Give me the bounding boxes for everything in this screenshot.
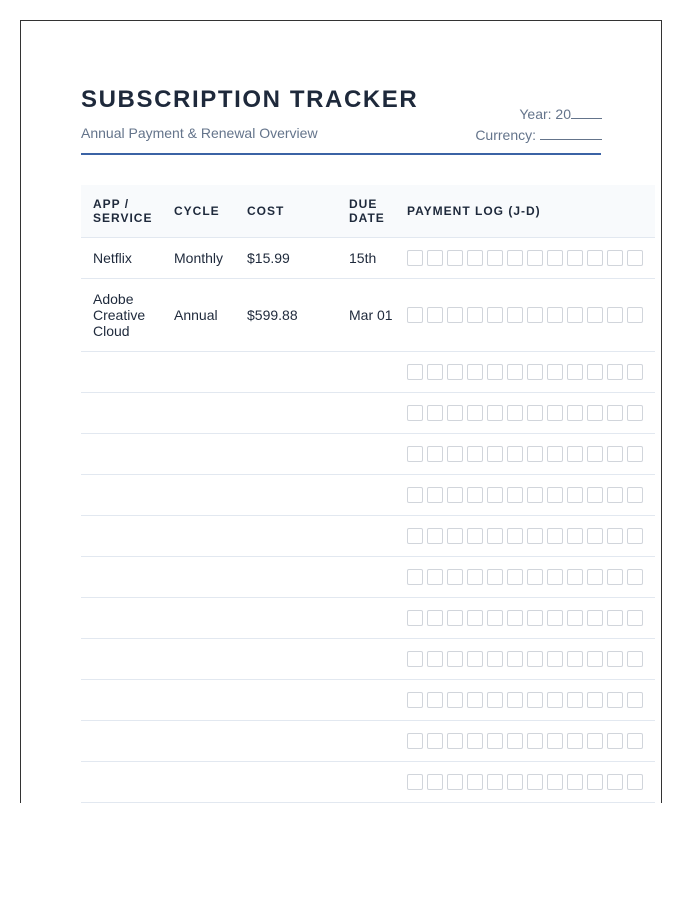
cell-due[interactable]	[337, 639, 395, 680]
payment-checkbox[interactable]	[587, 692, 603, 708]
cell-app[interactable]	[81, 434, 162, 475]
payment-checkbox[interactable]	[527, 446, 543, 462]
cell-due[interactable]	[337, 516, 395, 557]
payment-checkbox[interactable]	[607, 405, 623, 421]
payment-checkbox[interactable]	[627, 307, 643, 323]
payment-checkbox[interactable]	[507, 774, 523, 790]
payment-checkbox[interactable]	[527, 307, 543, 323]
payment-checkbox[interactable]	[627, 651, 643, 667]
table-row	[81, 238, 655, 279]
payment-checkbox[interactable]	[447, 569, 463, 585]
payment-checkbox[interactable]	[507, 250, 523, 266]
document-page	[20, 20, 662, 803]
cell-payment-log	[395, 279, 655, 352]
table-row	[81, 434, 655, 475]
table-body	[81, 238, 655, 803]
payment-checkbox[interactable]	[467, 250, 483, 266]
payment-checkbox[interactable]	[527, 364, 543, 380]
payment-checkbox[interactable]	[507, 364, 523, 380]
payment-log-checkboxes	[407, 733, 655, 749]
cell-payment-log	[395, 598, 655, 639]
payment-checkbox[interactable]	[427, 610, 443, 626]
table-row	[81, 680, 655, 721]
payment-checkbox[interactable]	[507, 307, 523, 323]
payment-checkbox[interactable]	[547, 405, 563, 421]
payment-checkbox[interactable]	[427, 446, 443, 462]
cell-due[interactable]	[337, 762, 395, 803]
payment-checkbox[interactable]	[507, 528, 523, 544]
cell-cost[interactable]: $599.88	[235, 279, 337, 352]
payment-log-checkboxes	[407, 528, 655, 544]
cell-app[interactable]	[81, 475, 162, 516]
cell-cycle[interactable]: Annual	[162, 279, 235, 352]
payment-checkbox[interactable]	[427, 692, 443, 708]
payment-log-checkboxes	[407, 774, 655, 790]
payment-checkbox[interactable]	[487, 692, 503, 708]
column-header-cost: COST	[235, 185, 337, 238]
payment-checkbox[interactable]	[467, 307, 483, 323]
cell-app[interactable]: Adobe Creative Cloud	[81, 279, 162, 352]
cell-app[interactable]	[81, 352, 162, 393]
cell-app[interactable]	[81, 598, 162, 639]
payment-checkbox[interactable]	[527, 405, 543, 421]
payment-checkbox[interactable]	[487, 405, 503, 421]
payment-checkbox[interactable]	[607, 774, 623, 790]
cell-payment-log	[395, 721, 655, 762]
cell-cycle[interactable]	[162, 721, 235, 762]
payment-checkbox[interactable]	[607, 250, 623, 266]
payment-checkbox[interactable]	[467, 364, 483, 380]
payment-checkbox[interactable]	[447, 528, 463, 544]
cell-cycle[interactable]	[162, 434, 235, 475]
payment-checkbox[interactable]	[527, 610, 543, 626]
cell-due[interactable]	[337, 393, 395, 434]
cell-cost[interactable]	[235, 393, 337, 434]
cell-payment-log	[395, 680, 655, 721]
payment-checkbox[interactable]	[487, 528, 503, 544]
payment-checkbox[interactable]	[407, 774, 423, 790]
payment-checkbox[interactable]	[587, 364, 603, 380]
cell-app[interactable]: Netflix	[81, 238, 162, 279]
payment-checkbox[interactable]	[447, 733, 463, 749]
payment-checkbox[interactable]	[627, 487, 643, 503]
payment-checkbox[interactable]	[487, 250, 503, 266]
payment-checkbox[interactable]	[567, 651, 583, 667]
payment-log-checkboxes	[407, 307, 655, 323]
year-field[interactable]	[475, 104, 602, 125]
payment-checkbox[interactable]	[407, 364, 423, 380]
payment-checkbox[interactable]	[407, 569, 423, 585]
cell-cost[interactable]	[235, 516, 337, 557]
payment-checkbox[interactable]	[447, 364, 463, 380]
cell-cycle[interactable]	[162, 680, 235, 721]
cell-cycle[interactable]	[162, 762, 235, 803]
cell-cycle[interactable]	[162, 475, 235, 516]
currency-blank[interactable]	[540, 127, 602, 140]
payment-log-checkboxes	[407, 610, 655, 626]
cell-cost[interactable]	[235, 475, 337, 516]
payment-checkbox[interactable]	[627, 528, 643, 544]
table-row	[81, 721, 655, 762]
payment-checkbox[interactable]	[607, 487, 623, 503]
payment-checkbox[interactable]	[607, 692, 623, 708]
payment-checkbox[interactable]	[507, 446, 523, 462]
cell-payment-log	[395, 238, 655, 279]
cell-cycle[interactable]: Monthly	[162, 238, 235, 279]
payment-checkbox[interactable]	[487, 733, 503, 749]
payment-checkbox[interactable]	[547, 610, 563, 626]
payment-checkbox[interactable]	[547, 528, 563, 544]
payment-checkbox[interactable]	[607, 733, 623, 749]
payment-checkbox[interactable]	[407, 692, 423, 708]
currency-label: Currency:	[475, 127, 536, 143]
payment-log-checkboxes	[407, 405, 655, 421]
cell-app[interactable]	[81, 393, 162, 434]
table-row	[81, 279, 655, 352]
payment-checkbox[interactable]	[567, 446, 583, 462]
payment-checkbox[interactable]	[547, 774, 563, 790]
column-header-cycle: CYCLE	[162, 185, 235, 238]
cell-cost[interactable]	[235, 762, 337, 803]
payment-checkbox[interactable]	[547, 487, 563, 503]
payment-checkbox[interactable]	[467, 610, 483, 626]
cell-app[interactable]	[81, 557, 162, 598]
cell-due[interactable]: Mar 01	[337, 279, 395, 352]
payment-checkbox[interactable]	[487, 651, 503, 667]
payment-checkbox[interactable]	[527, 250, 543, 266]
payment-checkbox[interactable]	[427, 651, 443, 667]
payment-checkbox[interactable]	[567, 610, 583, 626]
payment-checkbox[interactable]	[507, 651, 523, 667]
cell-cycle[interactable]	[162, 352, 235, 393]
payment-checkbox[interactable]	[627, 405, 643, 421]
payment-checkbox[interactable]	[467, 692, 483, 708]
payment-checkbox[interactable]	[447, 250, 463, 266]
payment-checkbox[interactable]	[567, 307, 583, 323]
cell-cycle[interactable]	[162, 393, 235, 434]
cell-due[interactable]	[337, 680, 395, 721]
payment-checkbox[interactable]	[547, 250, 563, 266]
cell-cost[interactable]	[235, 557, 337, 598]
column-header-payment-log: PAYMENT LOG (J-D)	[395, 185, 655, 238]
cell-due[interactable]	[337, 475, 395, 516]
cell-due[interactable]	[337, 352, 395, 393]
page-title: SUBSCRIPTION TRACKER	[81, 86, 419, 113]
payment-checkbox[interactable]	[407, 446, 423, 462]
column-header-app: APP / SERVICE	[81, 185, 162, 238]
payment-checkbox[interactable]	[587, 250, 603, 266]
payment-checkbox[interactable]	[447, 405, 463, 421]
payment-checkbox[interactable]	[567, 405, 583, 421]
payment-checkbox[interactable]	[627, 364, 643, 380]
payment-checkbox[interactable]	[447, 446, 463, 462]
payment-checkbox[interactable]	[487, 610, 503, 626]
payment-log-checkboxes	[407, 692, 655, 708]
payment-checkbox[interactable]	[587, 528, 603, 544]
payment-checkbox[interactable]	[427, 364, 443, 380]
payment-checkbox[interactable]	[487, 487, 503, 503]
payment-checkbox[interactable]	[467, 569, 483, 585]
payment-checkbox[interactable]	[627, 692, 643, 708]
payment-checkbox[interactable]	[587, 307, 603, 323]
payment-log-checkboxes	[407, 446, 655, 462]
payment-checkbox[interactable]	[527, 774, 543, 790]
cell-payment-log	[395, 762, 655, 803]
table-header-row	[81, 185, 655, 238]
cell-payment-log	[395, 475, 655, 516]
payment-checkbox[interactable]	[527, 487, 543, 503]
payment-checkbox[interactable]	[507, 487, 523, 503]
payment-checkbox[interactable]	[547, 307, 563, 323]
payment-log-checkboxes	[407, 364, 655, 380]
table-row	[81, 352, 655, 393]
cell-payment-log	[395, 557, 655, 598]
payment-checkbox[interactable]	[467, 487, 483, 503]
payment-checkbox[interactable]	[527, 692, 543, 708]
payment-checkbox[interactable]	[627, 733, 643, 749]
payment-checkbox[interactable]	[407, 651, 423, 667]
payment-checkbox[interactable]	[567, 569, 583, 585]
payment-checkbox[interactable]	[407, 733, 423, 749]
column-header-due-date: DUE DATE	[337, 185, 395, 238]
payment-checkbox[interactable]	[427, 733, 443, 749]
payment-checkbox[interactable]	[407, 528, 423, 544]
subscription-table	[81, 185, 655, 803]
cell-app[interactable]	[81, 762, 162, 803]
cell-due[interactable]	[337, 721, 395, 762]
payment-checkbox[interactable]	[407, 487, 423, 503]
cell-due[interactable]	[337, 434, 395, 475]
payment-checkbox[interactable]	[427, 569, 443, 585]
payment-checkbox[interactable]	[407, 405, 423, 421]
payment-checkbox[interactable]	[607, 364, 623, 380]
payment-checkbox[interactable]	[507, 405, 523, 421]
payment-checkbox[interactable]	[407, 610, 423, 626]
cell-payment-log	[395, 434, 655, 475]
currency-field[interactable]	[475, 125, 602, 146]
payment-checkbox[interactable]	[527, 528, 543, 544]
year-label: Year: 20	[519, 106, 571, 122]
payment-checkbox[interactable]	[447, 774, 463, 790]
payment-checkbox[interactable]	[427, 405, 443, 421]
payment-checkbox[interactable]	[567, 364, 583, 380]
cell-payment-log	[395, 393, 655, 434]
payment-checkbox[interactable]	[567, 774, 583, 790]
cell-app[interactable]	[81, 639, 162, 680]
payment-checkbox[interactable]	[627, 569, 643, 585]
payment-checkbox[interactable]	[487, 774, 503, 790]
payment-checkbox[interactable]	[467, 774, 483, 790]
cell-due[interactable]	[337, 598, 395, 639]
payment-checkbox[interactable]	[627, 250, 643, 266]
page-subtitle: Annual Payment & Renewal Overview	[81, 125, 318, 141]
payment-checkbox[interactable]	[407, 250, 423, 266]
payment-checkbox[interactable]	[607, 610, 623, 626]
payment-checkbox[interactable]	[587, 651, 603, 667]
payment-checkbox[interactable]	[587, 405, 603, 421]
payment-checkbox[interactable]	[607, 307, 623, 323]
payment-log-checkboxes	[407, 487, 655, 503]
year-blank[interactable]	[571, 106, 602, 119]
payment-checkbox[interactable]	[547, 651, 563, 667]
cell-cycle[interactable]	[162, 639, 235, 680]
cell-cost[interactable]	[235, 598, 337, 639]
payment-checkbox[interactable]	[627, 610, 643, 626]
payment-checkbox[interactable]	[507, 692, 523, 708]
payment-checkbox[interactable]	[547, 364, 563, 380]
payment-checkbox[interactable]	[587, 774, 603, 790]
cell-cost[interactable]	[235, 721, 337, 762]
payment-checkbox[interactable]	[467, 651, 483, 667]
table-row	[81, 557, 655, 598]
payment-checkbox[interactable]	[487, 307, 503, 323]
payment-checkbox[interactable]	[467, 528, 483, 544]
cell-cycle[interactable]	[162, 557, 235, 598]
payment-checkbox[interactable]	[527, 569, 543, 585]
payment-checkbox[interactable]	[527, 733, 543, 749]
payment-checkbox[interactable]	[507, 733, 523, 749]
cell-due[interactable]: 15th	[337, 238, 395, 279]
payment-checkbox[interactable]	[487, 569, 503, 585]
payment-checkbox[interactable]	[427, 250, 443, 266]
cell-app[interactable]	[81, 516, 162, 557]
payment-checkbox[interactable]	[547, 446, 563, 462]
payment-checkbox[interactable]	[507, 610, 523, 626]
payment-checkbox[interactable]	[587, 610, 603, 626]
cell-cost[interactable]	[235, 352, 337, 393]
cell-cycle[interactable]	[162, 516, 235, 557]
payment-log-checkboxes	[407, 651, 655, 667]
payment-checkbox[interactable]	[447, 610, 463, 626]
payment-checkbox[interactable]	[427, 774, 443, 790]
payment-checkbox[interactable]	[607, 528, 623, 544]
payment-checkbox[interactable]	[607, 446, 623, 462]
payment-checkbox[interactable]	[587, 446, 603, 462]
payment-checkbox[interactable]	[507, 569, 523, 585]
payment-checkbox[interactable]	[487, 364, 503, 380]
cell-app[interactable]	[81, 721, 162, 762]
payment-checkbox[interactable]	[547, 733, 563, 749]
payment-checkbox[interactable]	[487, 446, 503, 462]
payment-checkbox[interactable]	[567, 250, 583, 266]
cell-cycle[interactable]	[162, 598, 235, 639]
payment-checkbox[interactable]	[567, 487, 583, 503]
payment-checkbox[interactable]	[607, 651, 623, 667]
payment-checkbox[interactable]	[407, 307, 423, 323]
payment-log-checkboxes	[407, 569, 655, 585]
payment-checkbox[interactable]	[467, 733, 483, 749]
cell-cost[interactable]	[235, 434, 337, 475]
payment-checkbox[interactable]	[567, 733, 583, 749]
header-divider	[81, 153, 601, 155]
payment-checkbox[interactable]	[447, 487, 463, 503]
payment-checkbox[interactable]	[627, 774, 643, 790]
table-row	[81, 762, 655, 803]
table-row	[81, 516, 655, 557]
payment-checkbox[interactable]	[527, 651, 543, 667]
cell-cost[interactable]	[235, 639, 337, 680]
payment-checkbox[interactable]	[467, 446, 483, 462]
payment-checkbox[interactable]	[427, 528, 443, 544]
payment-checkbox[interactable]	[587, 569, 603, 585]
payment-checkbox[interactable]	[567, 692, 583, 708]
cell-payment-log	[395, 639, 655, 680]
cell-payment-log	[395, 516, 655, 557]
payment-checkbox[interactable]	[447, 692, 463, 708]
cell-cost[interactable]: $15.99	[235, 238, 337, 279]
payment-checkbox[interactable]	[567, 528, 583, 544]
payment-checkbox[interactable]	[587, 733, 603, 749]
meta-fields	[475, 104, 602, 146]
payment-checkbox[interactable]	[627, 446, 643, 462]
table-row	[81, 475, 655, 516]
cell-due[interactable]	[337, 557, 395, 598]
payment-checkbox[interactable]	[447, 307, 463, 323]
cell-payment-log	[395, 352, 655, 393]
cell-cost[interactable]	[235, 680, 337, 721]
cell-app[interactable]	[81, 680, 162, 721]
table-row	[81, 639, 655, 680]
table-row	[81, 598, 655, 639]
table-row	[81, 393, 655, 434]
payment-checkbox[interactable]	[587, 487, 603, 503]
payment-checkbox[interactable]	[447, 651, 463, 667]
payment-checkbox[interactable]	[467, 405, 483, 421]
payment-checkbox[interactable]	[607, 569, 623, 585]
payment-checkbox[interactable]	[427, 307, 443, 323]
payment-checkbox[interactable]	[547, 569, 563, 585]
payment-checkbox[interactable]	[547, 692, 563, 708]
payment-checkbox[interactable]	[427, 487, 443, 503]
payment-log-checkboxes	[407, 250, 655, 266]
